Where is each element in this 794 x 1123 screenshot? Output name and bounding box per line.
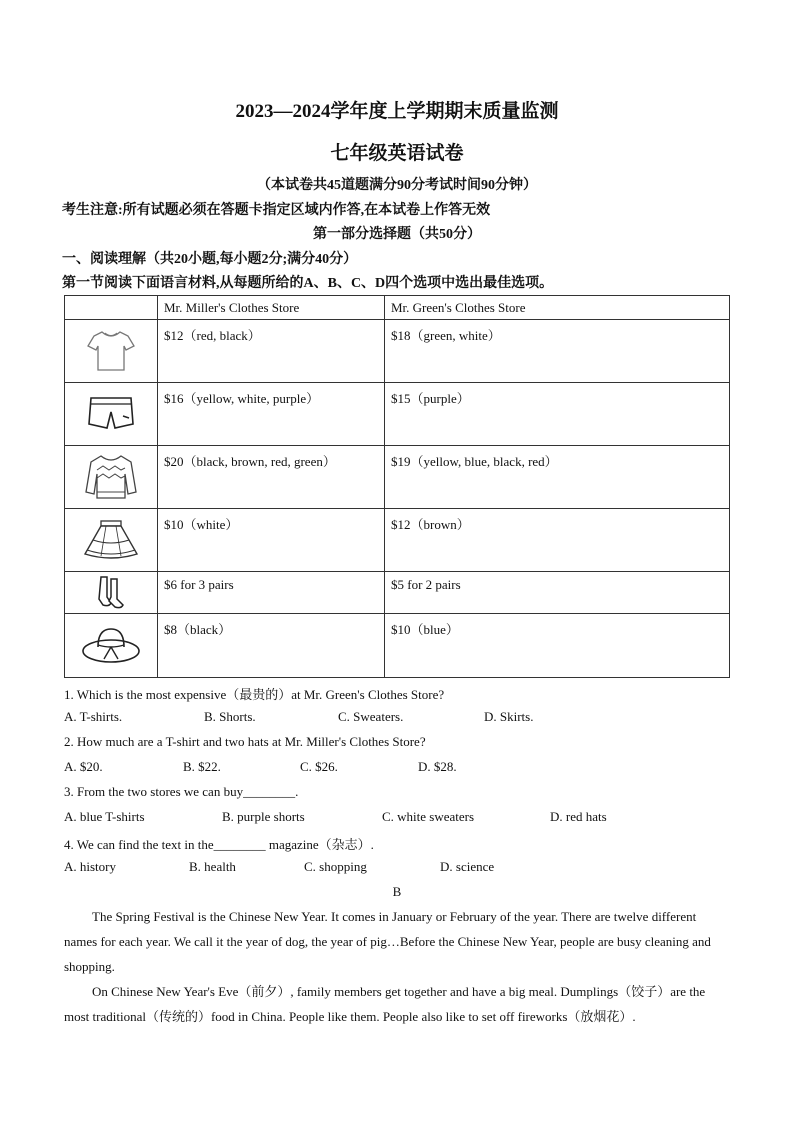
miller-price: $8（black） xyxy=(158,614,385,678)
section-title: 一、阅读理解（共20小题,每小题2分;满分40分） xyxy=(62,252,358,267)
hat-icon xyxy=(65,614,158,678)
question-1-option-c[interactable]: C. Sweaters. xyxy=(338,709,404,724)
green-price: $18（green, white） xyxy=(385,320,730,383)
miller-price: $12（red, black） xyxy=(158,320,385,383)
question-3-option-a[interactable]: A. blue T-shirts xyxy=(64,809,145,824)
question-2-option-d[interactable]: D. $28. xyxy=(418,759,457,774)
table-row xyxy=(65,320,730,383)
table-header-row xyxy=(65,296,730,320)
question-1-option-a[interactable]: A. T-shirts. xyxy=(64,709,123,724)
table-row xyxy=(65,383,730,446)
table-row xyxy=(65,446,730,509)
question-3: 3. From the two stores we can buy________. xyxy=(64,784,299,799)
question-4-option-c[interactable]: C. shopping xyxy=(304,859,367,874)
exam-note: （本试卷共45道题满分90分考试时间90分钟） xyxy=(257,178,537,193)
tshirt-icon xyxy=(65,320,158,383)
question-3-option-d[interactable]: D. red hats xyxy=(550,809,607,824)
table-header-cell: Mr. Green's Clothes Store xyxy=(385,296,730,320)
exam-subtitle: 七年级英语试卷 xyxy=(330,143,464,164)
table-row xyxy=(65,614,730,678)
exam-notice: 考生注意:所有试题必须在答题卡指定区域内作答,在本试卷上作答无效 xyxy=(62,203,491,218)
clothes-price-table xyxy=(64,295,730,678)
green-price: $15（purple） xyxy=(385,383,730,446)
table-header-cell xyxy=(65,296,158,320)
green-price: $12（brown） xyxy=(385,509,730,572)
green-price: $10（blue） xyxy=(385,614,730,678)
miller-price: $10（white） xyxy=(158,509,385,572)
exam-title: 2023—2024学年度上学期期末质量监测 xyxy=(235,101,559,122)
question-4-option-b[interactable]: B. health xyxy=(189,859,236,874)
sweater-icon xyxy=(65,446,158,509)
table-row xyxy=(65,509,730,572)
question-4-option-a[interactable]: A. history xyxy=(64,859,116,874)
passage-b-paragraph-2: On Chinese New Year's Eve（前夕）, family members get together and have a big meal. Dumplings（饺子）are the most traditional（传统的）food in China. People like them. People also like to set off fireworks（放烟花）. xyxy=(64,984,706,1024)
question-3-option-b[interactable]: B. purple shorts xyxy=(222,809,305,824)
socks-icon xyxy=(65,572,158,614)
miller-price: $16（yellow, white, purple） xyxy=(158,383,385,446)
table-row xyxy=(65,572,730,614)
question-4-option-d[interactable]: D. science xyxy=(440,859,495,874)
question-3-option-c[interactable]: C. white sweaters xyxy=(382,809,475,824)
question-2-option-b[interactable]: B. $22. xyxy=(183,759,221,774)
miller-price: $20（black, brown, red, green） xyxy=(158,446,385,509)
section-instruction: 第一节阅读下面语言材料,从每题所给的A、B、C、D四个选项中选出最佳选项。 xyxy=(62,276,554,291)
question-1: 1. Which is the most expensive（最贵的）at Mr. Green's Clothes Store? xyxy=(64,687,445,702)
shorts-icon xyxy=(65,383,158,446)
question-4: 4. We can find the text in the________ magazine（杂志）. xyxy=(64,837,374,852)
question-2-option-c[interactable]: C. $26. xyxy=(300,759,338,774)
question-2-option-a[interactable]: A. $20. xyxy=(64,759,103,774)
green-price: $5 for 2 pairs xyxy=(385,572,730,614)
miller-price: $6 for 3 pairs xyxy=(158,572,385,614)
skirt-icon xyxy=(65,509,158,572)
question-1-option-b[interactable]: B. Shorts. xyxy=(204,709,256,724)
question-1-option-d[interactable]: D. Skirts. xyxy=(484,709,534,724)
passage-b-label: B xyxy=(392,884,402,899)
table-header-cell: Mr. Miller's Clothes Store xyxy=(158,296,385,320)
passage-b-paragraph-1: The Spring Festival is the Chinese New Year. It comes in January or February of the year. There are twelve different names for each year. We call it the year of dog, the year of pig…Before the Chinese New Year, people are busy cleaning and shopping. xyxy=(64,909,711,974)
part-title: 第一部分选择题（共50分） xyxy=(313,227,481,242)
green-price: $19（yellow, blue, black, red） xyxy=(385,446,730,509)
question-2: 2. How much are a T-shirt and two hats at Mr. Miller's Clothes Store? xyxy=(64,734,426,749)
